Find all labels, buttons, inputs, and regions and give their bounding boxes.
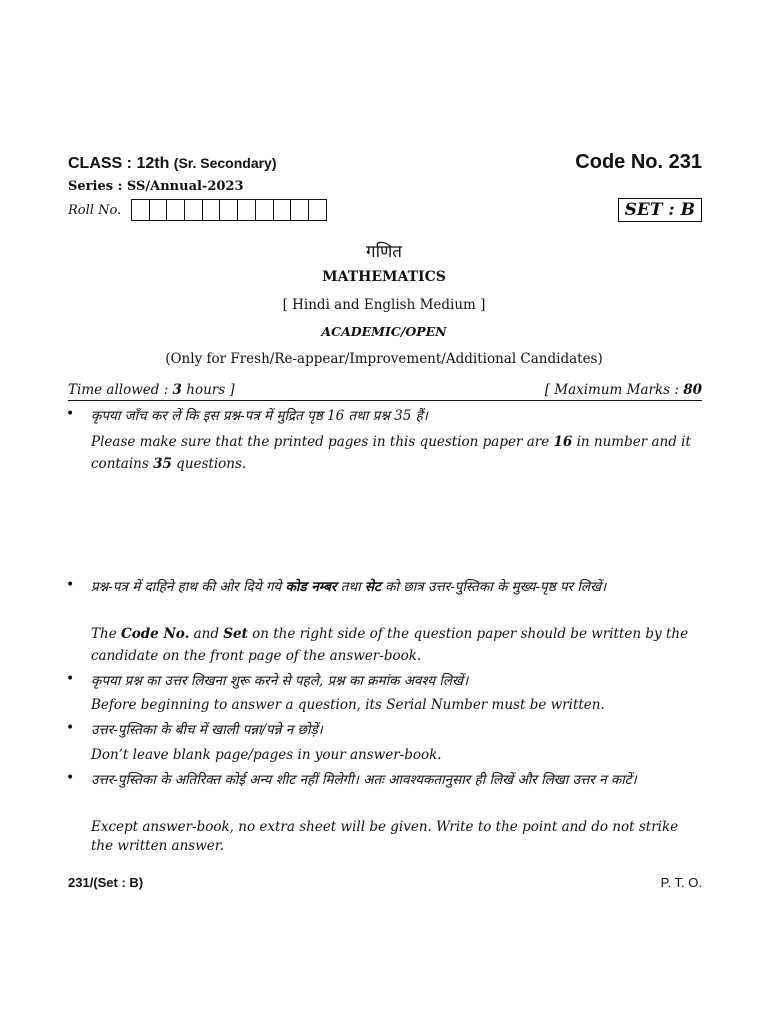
instruction-4-hindi: उत्तर-पुस्तिका के बीच में खाली पन्ना/पन्ने न छोड़ें। — [91, 722, 323, 738]
header-divider — [68, 400, 702, 401]
roll-no-box[interactable] — [203, 200, 221, 220]
code-number: Code No. 231 — [575, 151, 702, 173]
footer-code: 231/(Set : B) — [68, 875, 144, 890]
roll-no-box[interactable] — [238, 200, 256, 220]
roll-no-label: Roll No. — [68, 203, 122, 218]
instruction-2-hindi: प्रश्न-पत्र में दाहिने हाथ की ओर दिये गये कोड नम्बर तथा सेट को छात्र उत्तर-पुस्तिका के मुख्य-पृष्ठ पर लिखें। — [91, 579, 607, 595]
roll-no-box[interactable] — [309, 200, 326, 220]
instruction-1-hindi: कृपया जाँच कर लें कि इस प्रश्न-पत्र में मुद्रित पृष्ठ 16 तथा प्रश्न 35 हैं। — [91, 408, 428, 424]
class-sub: (Sr. Secondary) — [173, 155, 277, 171]
class-label — [68, 155, 277, 173]
bullet-icon: • — [66, 770, 75, 786]
instruction-3-english: Before beginning to answer a question, its Serial Number must be written. — [91, 697, 605, 713]
bullet-icon: • — [66, 577, 75, 593]
instruction-5-english: Except answer-book, no extra sheet will be given. Write to the point and do not strike the written answer. — [91, 819, 679, 854]
instruction-2-english: The Code No. and Set on the right side of the question paper should be written by the candidate on the front page of the answer-book. — [91, 626, 689, 664]
bullet-icon: • — [66, 406, 75, 422]
bullet-icon: • — [66, 720, 75, 736]
roll-no-boxes[interactable] — [131, 199, 327, 221]
medium-label: [ Hindi and English Medium ] — [282, 297, 486, 313]
roll-no-box[interactable] — [256, 200, 274, 220]
instruction-5-hindi: उत्तर-पुस्तिका के अतिरिक्त कोई अन्य शीट नहीं मिलेगी। अतः आवश्यकतानुसार ही लिखें और लिखा उत्तर न काटें। — [91, 772, 637, 788]
time-allowed: Time allowed : 3 hours ] — [68, 382, 235, 398]
instruction-3-hindi: कृपया प्रश्न का उत्तर लिखना शुरू करने से पहले, प्रश्न का क्रमांक अवश्य लिखें। — [91, 673, 469, 689]
roll-no-box[interactable] — [150, 200, 168, 220]
bullet-icon: • — [66, 671, 75, 687]
footer-pto: P. T. O. — [660, 875, 702, 890]
series-label: Series : SS/Annual-2023 — [68, 179, 244, 194]
maximum-marks: [ Maximum Marks : 80 — [544, 382, 702, 398]
set-badge: SET : B — [618, 198, 702, 222]
academic-label: ACADEMIC/OPEN — [321, 324, 447, 339]
subject-title: MATHEMATICS — [322, 269, 446, 285]
roll-no-box[interactable] — [274, 200, 292, 220]
roll-no-box[interactable] — [132, 200, 150, 220]
roll-no-box[interactable] — [291, 200, 309, 220]
hindi-title: गणित — [366, 242, 402, 262]
instruction-4-english: Don’t leave blank page/pages in your answer-book. — [91, 747, 442, 763]
class-main: CLASS : 12th — [68, 155, 170, 172]
roll-no-box[interactable] — [220, 200, 238, 220]
roll-no-box[interactable] — [167, 200, 185, 220]
roll-no-box[interactable] — [185, 200, 203, 220]
candidates-note: (Only for Fresh/Re-appear/Improvement/Additional Candidates) — [165, 351, 603, 367]
instruction-1-english: Please make sure that the printed pages in this question paper are 16 in number and it contains 35 questions. — [91, 434, 691, 472]
